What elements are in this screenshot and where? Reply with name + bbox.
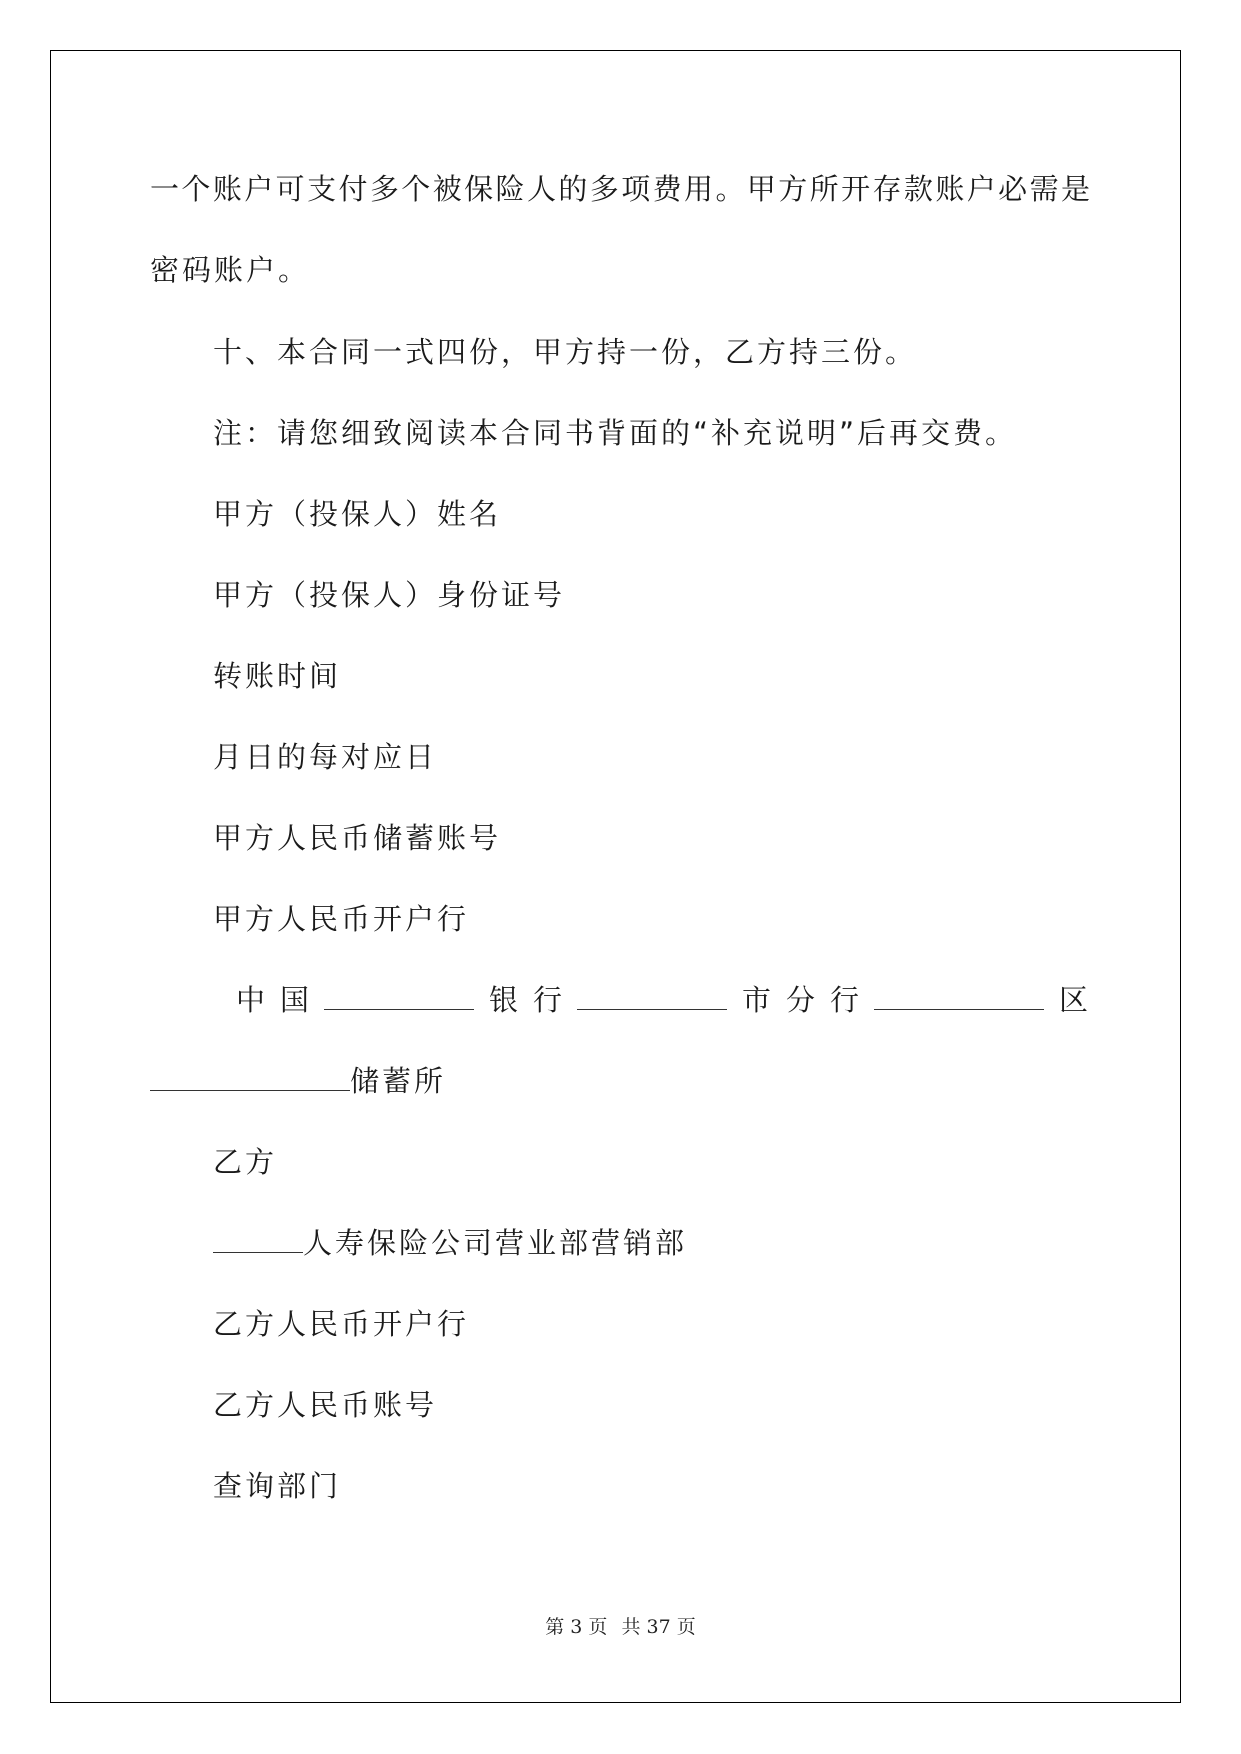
- paragraph-line: 密码账户。: [150, 253, 311, 287]
- paragraph-line: 一个账户可支付多个被保险人的多项费用。甲方所开存款账户必需是: [150, 172, 1090, 206]
- bank-text: 中: [236, 983, 266, 1017]
- party-b-company-line: [213, 1226, 687, 1260]
- bank-text: 分: [785, 983, 815, 1017]
- bank-text: 市: [741, 983, 771, 1017]
- blank-bank: [324, 985, 474, 1010]
- savings-office-label: 储蓄所: [350, 1064, 447, 1098]
- page-number: 第 3 页: [545, 1616, 608, 1638]
- bank-branch-line: [236, 983, 1088, 1017]
- bank-text: 国: [280, 983, 310, 1017]
- field-party-a-id: 甲方（投保人）身份证号: [213, 578, 566, 612]
- bank-text: 行: [829, 983, 859, 1017]
- field-party-b-account: 乙方人民币账号: [213, 1388, 438, 1422]
- field-monthly-date: 月日的每对应日: [213, 740, 438, 774]
- field-party-a-name: 甲方（投保人）姓名: [213, 497, 502, 531]
- blank-savings-office: [150, 1066, 350, 1091]
- party-b-heading: 乙方: [213, 1145, 278, 1179]
- page-border: [50, 50, 1181, 1703]
- clause-ten: 十、本合同一式四份，甲方持一份，乙方持三份。: [213, 335, 918, 369]
- field-inquiry-dept: 查询部门: [213, 1469, 342, 1503]
- field-party-b-bank: 乙方人民币开户行: [213, 1307, 470, 1341]
- blank-city: [577, 985, 727, 1010]
- note-line: 注：请您细致阅读本合同书背面的“补充说明”后再交费。: [213, 416, 1018, 450]
- blank-company: [213, 1228, 303, 1253]
- field-party-a-account: 甲方人民币储蓄账号: [213, 821, 502, 855]
- page-total: 共 37 页: [621, 1616, 696, 1638]
- savings-office-line: [150, 1064, 446, 1098]
- bank-text: 银: [488, 983, 518, 1017]
- field-party-a-bank: 甲方人民币开户行: [213, 902, 470, 936]
- page-footer: [0, 1612, 1241, 1639]
- bank-text: 行: [532, 983, 562, 1017]
- bank-text: 区: [1058, 983, 1088, 1017]
- field-transfer-time: 转账时间: [213, 659, 342, 693]
- party-b-company: 人寿保险公司营业部营销部: [303, 1226, 688, 1260]
- blank-district: [874, 985, 1044, 1010]
